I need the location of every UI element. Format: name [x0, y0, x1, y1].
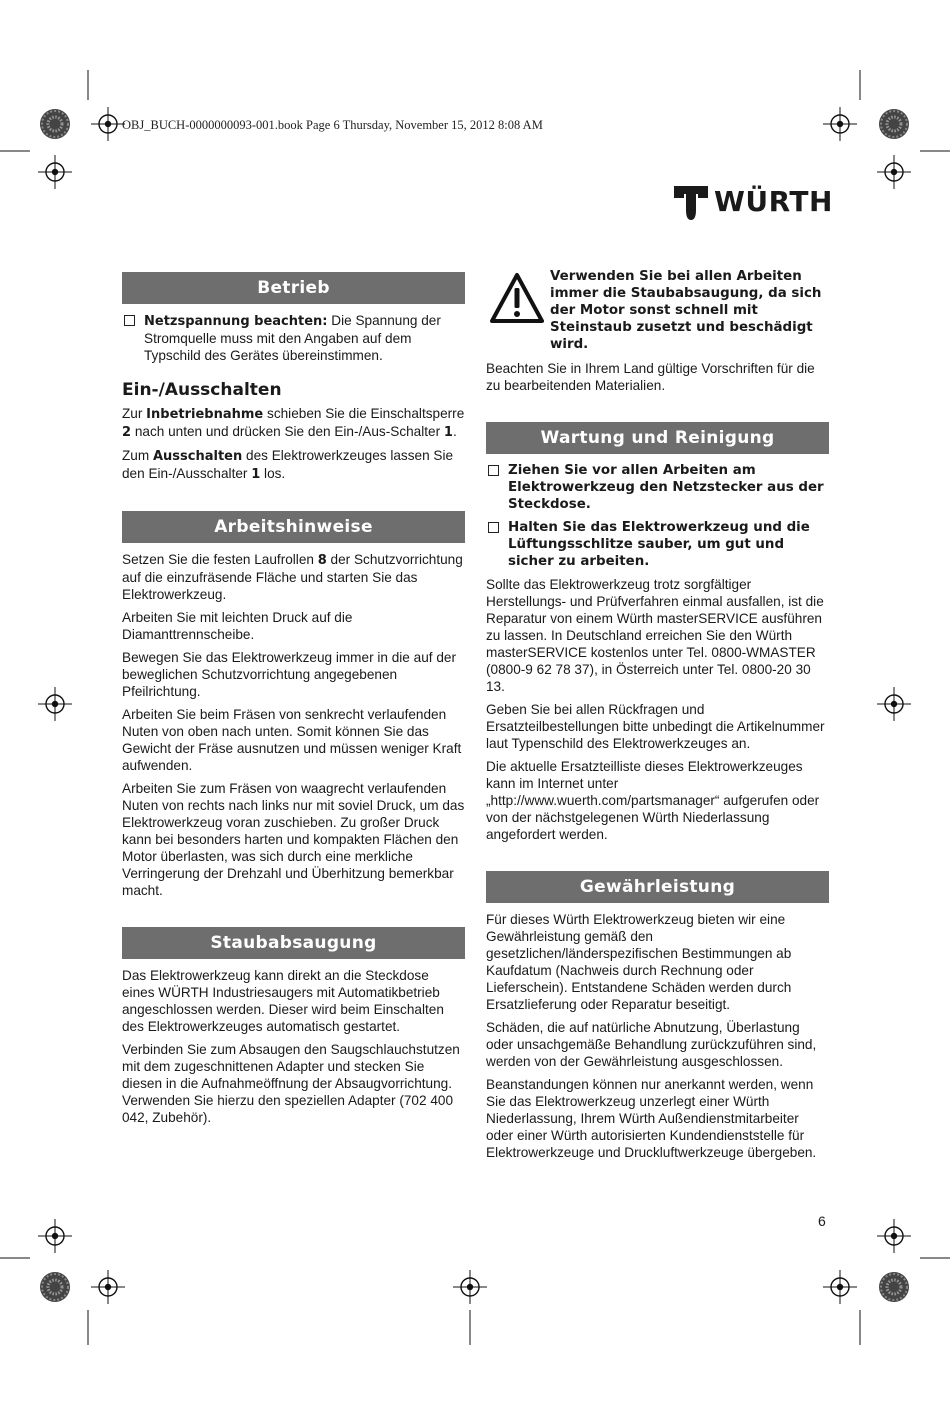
paragraph: Geben Sie bei allen Rückfragen und Ersatzteilbestellungen bitte unbedingt die Artikelnummer laut Typenschild des Elektrowerkzeuges an.: [486, 702, 825, 751]
warning-triangle-icon: [490, 272, 544, 324]
paragraph: Beachten Sie in Ihrem Land gültige Vorschriften für die zu bearbeitenden Materialien.: [486, 361, 815, 393]
checklist-item: [122, 312, 465, 364]
checkbox-square-icon: [488, 465, 499, 476]
paragraph: Zur Inbetriebnahme schieben Sie die Einschaltsperre 2 nach unten und drücken Sie den Ein-/Aus-Schalter 1.: [122, 406, 465, 440]
wuerth-logo-icon: [674, 184, 708, 222]
left-column: [122, 272, 465, 1132]
paragraph: Die aktuelle Ersatzteilliste dieses Elektrowerkzeuges kann im Internet unter „http://www.wuerth.com/partsmanager“ aufgerufen oder von der nächstgelegenen Würth Niederlassung angefordert werden.: [486, 759, 820, 842]
checkbox-square-icon: [488, 522, 499, 533]
section-heading-wartung: Wartung und Reinigung: [486, 422, 829, 454]
paragraph: Zum Ausschalten des Elektrowerkzeuges lassen Sie den Ein-/Ausschalter 1 los.: [122, 448, 454, 482]
paragraph: Arbeiten Sie mit leichten Druck auf die Diamanttrennscheibe.: [122, 610, 353, 642]
paragraph: Verbinden Sie zum Absaugen den Saugschlauchstutzen mit dem zugeschnittenen Adapter und stecken Sie diesen in die Aufnahmeöffnung der Absaugvorrichtung. Verwenden Sie hierzu den speziellen Adapter (702 400 042, Zubehör).: [122, 1042, 460, 1125]
checkbox-square-icon: [124, 315, 135, 326]
paragraph: Setzen Sie die festen Laufrollen 8 der Schutzvorrichtung auf die einzufräsende Fläche und starten Sie das Elektrowerkzeug.: [122, 552, 463, 602]
paragraph: Beanstandungen können nur anerkannt werden, wenn Sie das Elektrowerkzeug unzerlegt einer Würth Niederlassung, Ihrem Würth Außendienstmitarbeiter oder einer Würth autorisierten Kundendienststelle für Elektrowerkzeuge und Druckluftwerkzeuge übergeben.: [486, 1077, 817, 1160]
checklist-item: Halten Sie das Elektrowerkzeug und die Lüftungsschlitze sauber, um gut und sicher zu arbeiten.: [486, 519, 829, 570]
logo-wordmark: WÜRTH: [714, 185, 833, 218]
warning-text: Verwenden Sie bei allen Arbeiten immer die Staubabsaugung, da sich der Motor sonst schnell mit Steinstaub zusetzt und beschädigt wird.: [550, 269, 822, 352]
paragraph: Sollte das Elektrowerkzeug trotz sorgfältiger Herstellungs- und Prüfverfahren einmal ausfallen, ist die Reparatur von einem Würth masterSERVICE ausführen zu lassen. In Deutschland erreichen Sie den Würth masterSERVICE kostenlos unter Tel. 0800-WMASTER (0800-9 62 78 37), in Österreich unter Tel. 0800-20 30 13.: [486, 577, 824, 694]
section-heading-arbeitshinweise: Arbeitshinweise: [122, 511, 465, 543]
paragraph: Für dieses Würth Elektrowerkzeug bieten wir eine Gewährleistung gemäß den gesetzlichen/länderspezifischen Bestimmungen ab Kaufdatum (Nachweis durch Rechnung oder Lieferschein). Entstandene Schäden werden durch Ersatzlieferung oder Reparatur beseitigt.: [486, 912, 792, 1012]
checklist-item: Ziehen Sie vor allen Arbeiten am Elektrowerkzeug den Netzstecker aus der Steckdose.: [486, 462, 829, 513]
paragraph: Bewegen Sie das Elektrowerkzeug immer in die auf der beweglichen Schutzvorrichtung angegebenen Pfeilrichtung.: [122, 650, 456, 699]
warning-notice: [486, 268, 829, 354]
file-info-header: OBJ_BUCH-0000000093-001.book Page 6 Thursday, November 15, 2012 8:08 AM: [122, 118, 543, 132]
subheading-ein-ausschalten: Ein-/Ausschalten: [122, 380, 282, 400]
brand-logo: [674, 184, 834, 222]
section-heading-betrieb: Betrieb: [122, 272, 465, 304]
section-heading-gewaehrleistung: Gewährleistung: [486, 871, 829, 903]
paragraph: Das Elektrowerkzeug kann direkt an die Steckdose eines WÜRTH Industriesaugers mit Automatikbetrieb angeschlossen werden. Dieser wird beim Einschalten des Elektrowerkzeuges automatisch gestartet.: [122, 968, 444, 1034]
paragraph: Arbeiten Sie zum Fräsen von waagrecht verlaufenden Nuten von rechts nach links nur mit soviel Druck, um das Elektrowerkzeug voran zuschieben. Zu großer Druck kann bei besonders harten und kompakten Flächen den Motor überlasten, was sich durch eine merkliche Verringerung der Drehzahl und Überhitzung bemerkbar macht.: [122, 781, 465, 898]
right-column: [486, 268, 829, 1167]
section-heading-staubabsaugung: Staubabsaugung: [122, 927, 465, 959]
item-text: Die Spannung der Stromquelle muss mit den Angaben auf dem Typschild des Gerätes übereinstimmen.: [144, 313, 441, 363]
item-bold-label: Netzspannung beachten:: [144, 314, 328, 329]
page-number: 6: [818, 1213, 826, 1229]
paragraph: Schäden, die auf natürliche Abnutzung, Überlastung oder unsachgemäße Behandlung zurückzuführen sind, werden von der Gewährleistung ausgeschlossen.: [486, 1020, 817, 1069]
paragraph: Arbeiten Sie beim Fräsen von senkrecht verlaufenden Nuten von oben nach unten. Somit können Sie das Gewicht der Fräse ausnutzen und müssen weniger Kraft aufwenden.: [122, 707, 462, 773]
